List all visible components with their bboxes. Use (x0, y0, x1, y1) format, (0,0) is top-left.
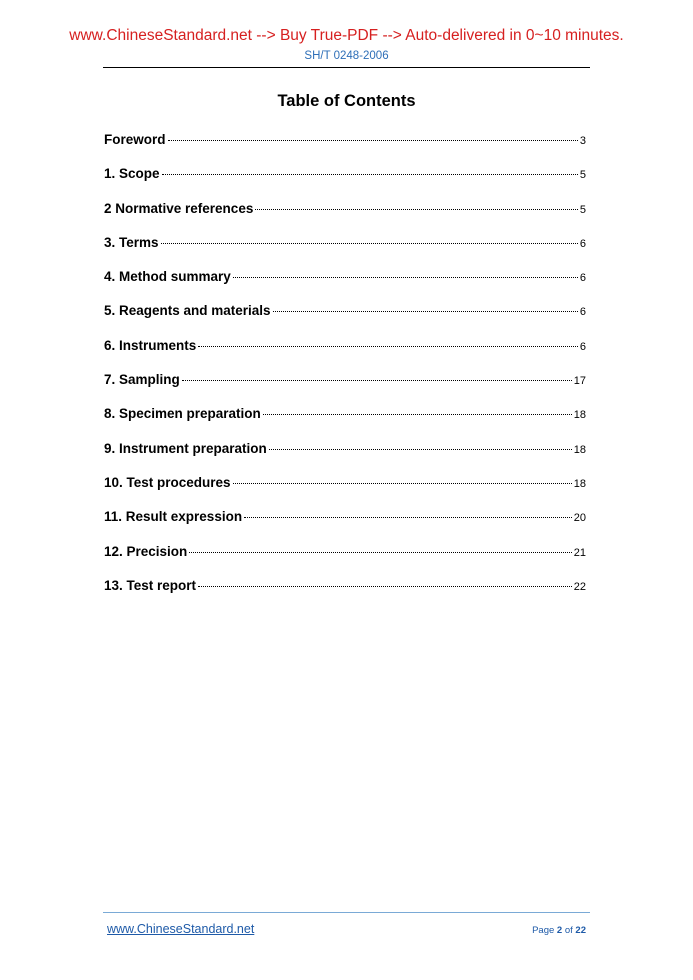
toc-entry-precision[interactable] (104, 543, 586, 577)
toc-entry-page: 6 (579, 306, 586, 319)
toc-entry-test-report[interactable] (104, 577, 586, 611)
footer-website-link[interactable]: www.ChineseStandard.net (107, 922, 255, 936)
page-of: of (564, 925, 573, 936)
toc-entry-page: 20 (573, 512, 586, 525)
toc-dot-leader (244, 517, 572, 518)
toc-entry-page: 22 (573, 580, 586, 593)
toc-dot-leader (161, 243, 578, 244)
toc-entry-test-procedures[interactable] (104, 474, 586, 508)
toc-dot-leader (198, 346, 578, 347)
page-number (532, 925, 586, 936)
toc-dot-leader (255, 209, 578, 210)
toc-dot-leader (233, 483, 572, 484)
toc-entry-normative-references[interactable] (104, 200, 586, 234)
toc-entry-label: 9. Instrument preparation (104, 440, 267, 456)
toc-dot-leader (263, 414, 572, 415)
toc-entry-page: 5 (579, 203, 586, 216)
header-divider (103, 67, 590, 68)
toc-entry-foreword[interactable] (104, 131, 586, 165)
toc-entry-page: 18 (573, 477, 586, 490)
toc-list (104, 131, 586, 611)
toc-entry-page: 3 (579, 135, 586, 147)
toc-dot-leader (189, 552, 571, 553)
document-code: SH/T 0248-2006 (304, 50, 389, 62)
toc-entry-terms[interactable] (104, 234, 586, 268)
toc-entry-reagents-and-materials[interactable] (104, 302, 586, 336)
toc-entry-scope[interactable] (104, 165, 586, 199)
toc-entry-result-expression[interactable] (104, 508, 586, 542)
toc-entry-label: 11. Result expression (104, 509, 243, 525)
toc-entry-page: 18 (573, 443, 586, 456)
page-total: 22 (575, 925, 586, 936)
toc-dot-leader (162, 174, 578, 175)
toc-entry-instrument-preparation[interactable] (104, 440, 586, 474)
toc-entry-label: 3. Terms (104, 234, 159, 250)
top-banner-link[interactable]: www.ChineseStandard.net --> Buy True-PDF --> Auto-delivered in 0~10 minutes. (69, 27, 624, 44)
toc-dot-leader (198, 586, 572, 587)
toc-entry-page: 6 (579, 237, 586, 250)
page-word: Page (532, 925, 555, 936)
toc-entry-page: 17 (573, 375, 586, 388)
toc-entry-label: 8. Specimen preparation (104, 406, 261, 422)
page-current: 2 (556, 925, 563, 936)
toc-entry-label: 4. Method summary (104, 269, 231, 285)
toc-entry-label: 12. Precision (104, 543, 188, 559)
toc-dot-leader (182, 380, 572, 381)
toc-entry-label: 10. Test procedures (104, 474, 231, 490)
toc-entry-page: 6 (579, 272, 586, 285)
toc-dot-leader (233, 277, 578, 278)
toc-entry-method-summary[interactable] (104, 268, 586, 302)
toc-entry-label: 6. Instruments (104, 337, 197, 353)
toc-entry-label: 7. Sampling (104, 372, 180, 388)
toc-dot-leader (273, 311, 578, 312)
toc-entry-label: 13. Test report (104, 577, 197, 593)
toc-entry-sampling[interactable] (104, 371, 586, 405)
toc-entry-label: 2 Normative references (104, 200, 254, 216)
toc-entry-specimen-preparation[interactable] (104, 405, 586, 439)
footer-divider (103, 912, 590, 913)
toc-title: Table of Contents (277, 92, 416, 110)
toc-entry-page: 21 (573, 546, 586, 559)
toc-entry-page: 18 (573, 409, 586, 422)
toc-entry-label: Foreword (104, 132, 166, 147)
toc-entry-instruments[interactable] (104, 337, 586, 371)
toc-entry-label: 5. Reagents and materials (104, 303, 271, 319)
toc-dot-leader (269, 449, 572, 450)
toc-dot-leader (168, 140, 578, 141)
toc-entry-label: 1. Scope (104, 166, 160, 182)
toc-entry-page: 6 (579, 340, 586, 353)
toc-entry-page: 5 (579, 169, 586, 182)
